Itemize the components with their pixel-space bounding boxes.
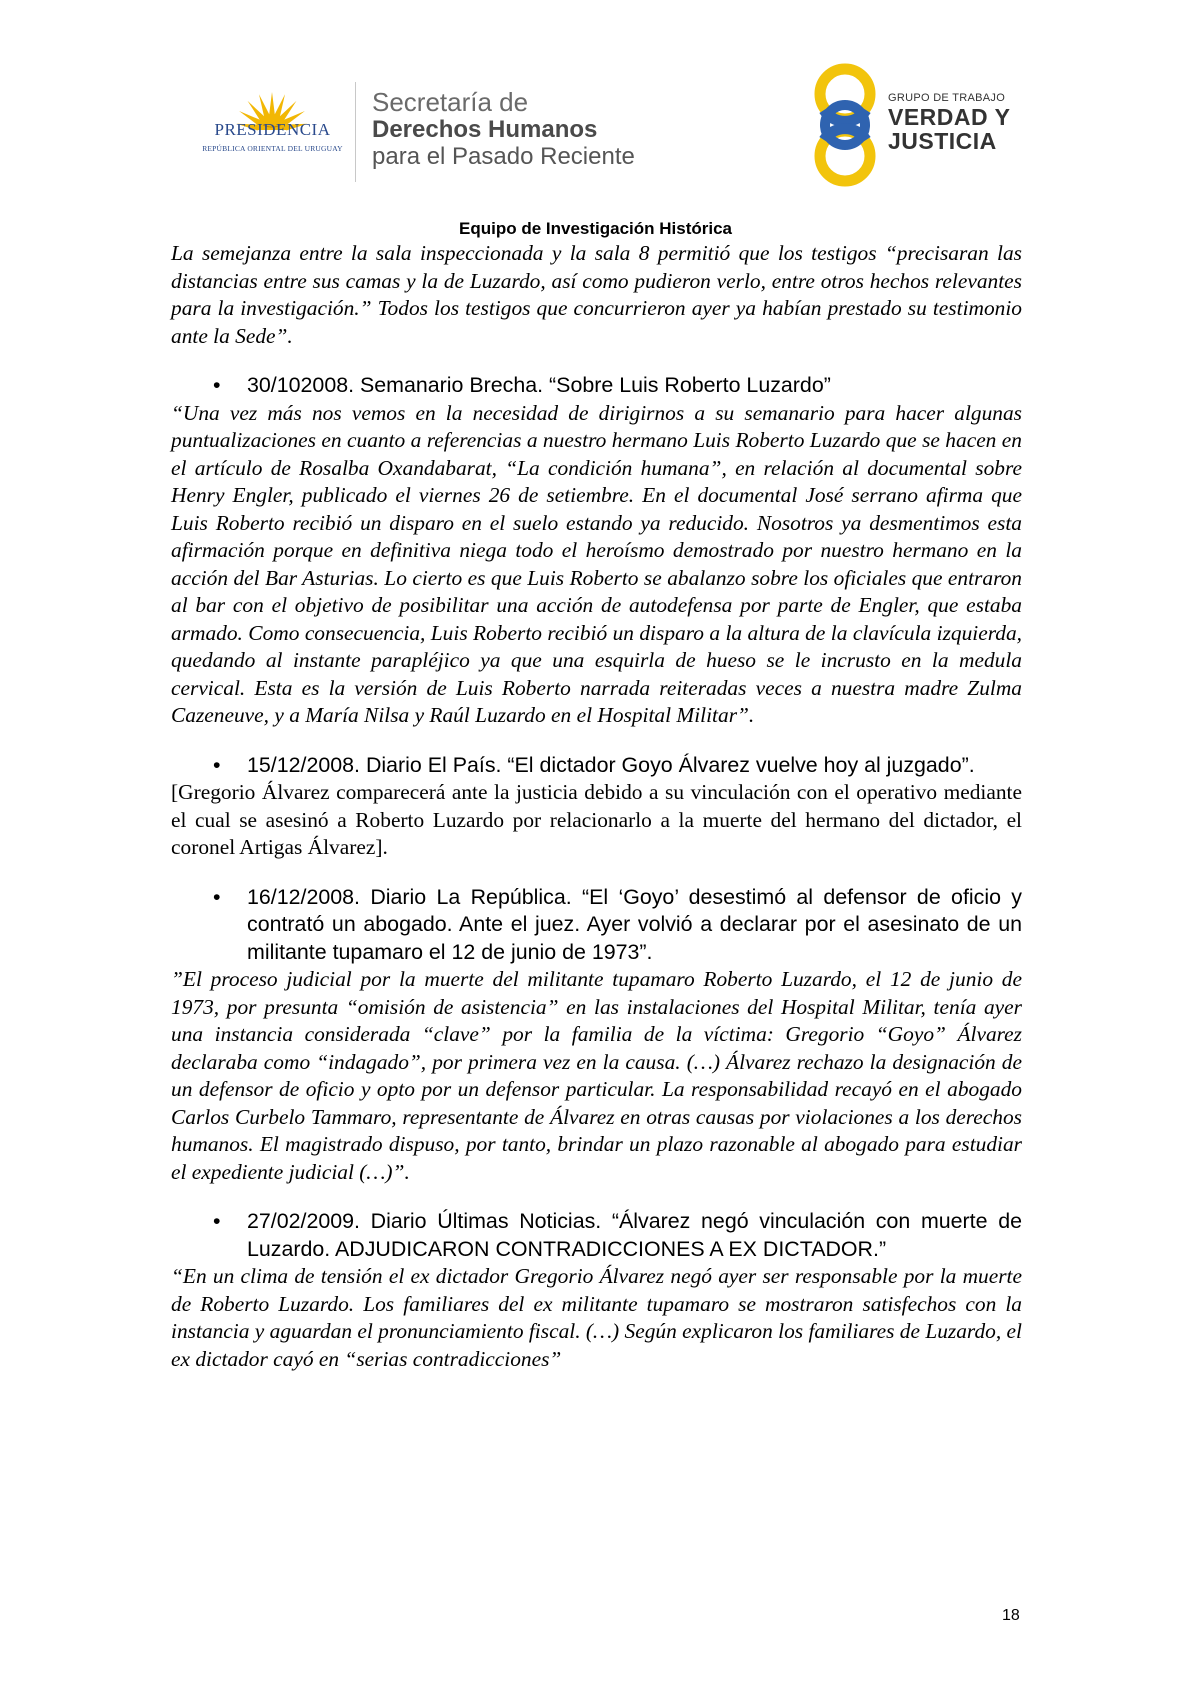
- bullet-symbol: •: [213, 884, 221, 909]
- paragraph-2: [Gregorio Álvarez comparecerá ante la justicia debido a su vinculación con el operativo mediante el cual se asesinó a Roberto Luzardo por relacionarlo a la muerte del hermano del dictador, el coronel Artigas Álvarez].: [171, 780, 1022, 859]
- paragraph-0: La semejanza entre la sala inspeccionada y la sala 8 permitió que los testigos “precisaran las distancias entre sus camas y la de Luzardo, así como pudieron verlo, entre otros hechos relevantes para la investigación.” Todos los testigos que concurrieron ayer ya habían prestado su testimonio ante la Sede”.: [171, 241, 1022, 348]
- grupo-trabajo-text: [888, 92, 1010, 153]
- bullet-symbol: •: [213, 1209, 221, 1233]
- bullet-symbol: •: [213, 373, 221, 397]
- grupo-line-2: VERDAD Y: [888, 104, 1011, 130]
- bullet-text-4: 27/02/2009. Diario Últimas Noticias. “Álvarez negó vinculación con muerte de Luzardo. ADJUDICARON CONTRADICCIONES A EX DICTADOR.”: [247, 1209, 1022, 1261]
- bullet-symbol: •: [213, 752, 221, 777]
- bullet-item-4: [171, 1208, 1022, 1263]
- team-title: Equipo de Investigación Histórica: [459, 219, 732, 238]
- bullet-text-1: 30/102008. Semanario Brecha. “Sobre Luis Roberto Luzardo”: [247, 373, 831, 397]
- grupo-line-3: JUSTICIA: [888, 128, 997, 154]
- document-body: [171, 240, 1022, 1373]
- paragraph-1: “Una vez más nos vemos en la necesidad de dirigirnos a su semanario para hacer algunas puntualizaciones en cuanto a referencias a nuestro hermano Luis Roberto Luzardo que se hacen en el artículo de Rosalba Oxandabarat, “La condición humana”, en relación al documental sobre Henry Engler, publicado el viernes 26 de setiembre. En el documental José serrano afirma que Luis Roberto recibió un disparo en el suelo estando ya reducido. Nosotros ya desmentimos esta afirmación porque en definitiva niega todo el heroísmo demostrado por nuestro hermano en la acción del Bar Asturias. Lo cierto es que Luis Roberto se abalanzo sobre los oficiales que entraron al bar con el objetivo de posibilitar una acción de autodefensa por parte de Engler, que estaba armado. Como consecuencia, Luis Roberto recibió un disparo a la altura de la clavícula izquierda, quedando al instante parapléjico ya que una esquirla de hueso se le incrusto en la medula cervical. Esta es la versión de Luis Roberto narrada reiteradas veces a nuestra madre Zulma Cazeneuve, y a María Nilsa y Raúl Luzardo en el Hospital Militar”.: [171, 400, 1022, 727]
- bullet-text-3: 16/12/2008. Diario La República. “El ‘Goyo’ desestimó al defensor de oficio y contrató un abogado. Ante el juez. Ayer volvió a declarar por el asesinato de un militante tupamaro el 12 de junio de 1973”.: [247, 884, 1022, 964]
- presidencia-subtitle: REPÚBLICA ORIENTAL DEL URUGUAY: [202, 144, 343, 153]
- secretaria-line-1: Secretaría de: [372, 87, 529, 117]
- secretaria-line-3: para el Pasado Reciente: [372, 143, 635, 170]
- verdad-justicia-rings-logo: [810, 60, 880, 190]
- secretaria-line-2: Derechos Humanos: [372, 116, 598, 143]
- presidencia-title: PRESIDENCIA: [214, 120, 331, 139]
- page-number: 18: [1002, 1607, 1020, 1624]
- bullet-item-1: [171, 372, 1022, 400]
- grupo-line-1: GRUPO DE TRABAJO: [888, 92, 1006, 104]
- paragraph-4: “En un clima de tensión el ex dictador Gregorio Álvarez negó ayer ser responsable por la muerte de Roberto Luzardo. Los familiares del ex militante tupamaro se mostraron satisfechos con la instancia y aguardan el pronunciamiento fiscal. (…) Según explicaron los familiares de Luzardo, el ex dictador cayó en “serias contradicciones”: [171, 1264, 1022, 1371]
- page-header: [190, 60, 1040, 190]
- bullet-text-2: 15/12/2008. Diario El País. “El dictador Goyo Álvarez vuelve hoy al juzgado”.: [247, 752, 975, 777]
- secretaria-logo-text: [372, 88, 635, 170]
- bullet-item-3: [171, 884, 1022, 967]
- bullet-item-2: [171, 752, 1022, 780]
- paragraph-3: ”El proceso judicial por la muerte del militante tupamaro Roberto Luzardo, el 12 de junio de 1973, por presunta “omisión de asistencia” en las instalaciones del Hospital Militar, tenía ayer una instancia considerada “clave” por la familia de la víctima: Gregorio “Goyo” Álvarez declaraba como “indagado”, por primera vez en la causa. (…) Álvarez rechazo la designación de un defensor de oficio y opto por un defensor particular. La responsabilidad recayó en el abogado Carlos Curbelo Tammaro, representante de Álvarez en otras causas por violaciones a los derechos humanos. El magistrado dispuso, por tanto, brindar un plazo razonable al abogado para estudiar el expediente judicial (…)”.: [171, 967, 1022, 1184]
- header-divider: [355, 82, 356, 182]
